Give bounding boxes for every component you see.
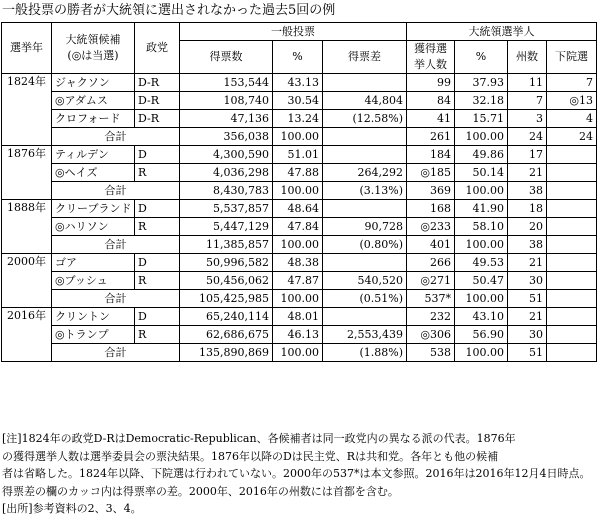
electors: 184	[407, 146, 455, 164]
table-row	[2, 218, 597, 236]
total-electoral-pct: 100.00	[455, 128, 508, 146]
header-electoral-college: 大統領選挙人	[407, 23, 597, 41]
votes: 47,136	[180, 110, 273, 128]
vote-pct: 43.13	[273, 74, 323, 92]
total-row	[2, 344, 597, 362]
house-votes: ◎13	[547, 92, 597, 110]
total-votes: 8,430,783	[180, 182, 273, 200]
house-votes	[547, 164, 597, 182]
house-votes: 7	[547, 74, 597, 92]
electoral-pct: 41.90	[455, 200, 508, 218]
party: R	[135, 164, 180, 182]
vote-margin	[323, 308, 407, 326]
header-electoral-pct: %	[455, 41, 508, 74]
house-votes: 4	[547, 110, 597, 128]
header-margin: 得票差	[323, 41, 407, 74]
total-votes: 105,425,985	[180, 290, 273, 308]
house-votes	[547, 254, 597, 272]
total-label: 合計	[52, 236, 180, 254]
table-header	[2, 23, 597, 74]
house-votes	[547, 326, 597, 344]
party: R	[135, 272, 180, 290]
house-votes	[547, 308, 597, 326]
states: 30	[508, 272, 547, 290]
vote-margin	[323, 74, 407, 92]
total-states: 51	[508, 344, 547, 362]
vote-pct: 46.13	[273, 326, 323, 344]
states: 3	[508, 110, 547, 128]
total-margin: (0.51%)	[323, 290, 407, 308]
total-votes: 135,890,869	[180, 344, 273, 362]
candidate-name: ◎ブッシュ	[52, 272, 135, 290]
total-electoral-pct: 100.00	[455, 344, 508, 362]
candidate-name: ◎ハリソン	[52, 218, 135, 236]
candidate-name: クリントン	[52, 308, 135, 326]
states: 21	[508, 308, 547, 326]
election-year: 2016年	[2, 308, 52, 362]
electoral-pct: 50.14	[455, 164, 508, 182]
total-electoral-pct: 100.00	[455, 182, 508, 200]
states: 21	[508, 254, 547, 272]
total-house	[547, 344, 597, 362]
states: 7	[508, 92, 547, 110]
electors: 232	[407, 308, 455, 326]
total-row	[2, 236, 597, 254]
total-row	[2, 182, 597, 200]
page-title: 一般投票の勝者が大統領に選出されなかった過去5回の例	[2, 3, 336, 18]
election-year: 1888年	[2, 200, 52, 254]
votes: 4,036,298	[180, 164, 273, 182]
election-year: 1876年	[2, 146, 52, 200]
notes	[2, 430, 596, 518]
vote-margin: 540,520	[323, 272, 407, 290]
total-votes: 356,038	[180, 128, 273, 146]
electors: 84	[407, 92, 455, 110]
vote-pct: 48.64	[273, 200, 323, 218]
vote-margin	[323, 200, 407, 218]
note-line: の獲得選挙人数は選挙委員会の票決結果。1876年以降のDは民主党、Rは共和党。各年とも他の候補	[2, 449, 499, 463]
total-pct: 100.00	[273, 128, 323, 146]
header-pct: %	[273, 41, 323, 74]
note-line: [注]1824年の政党D-RはDemocratic-Republican、各候補者は同一政党内の異なる派の代表。1876年	[2, 432, 516, 445]
table-row	[2, 164, 597, 182]
house-votes	[547, 200, 597, 218]
electors: 99	[407, 74, 455, 92]
vote-pct: 47.87	[273, 272, 323, 290]
party: D	[135, 254, 180, 272]
total-row	[2, 290, 597, 308]
house-votes	[547, 272, 597, 290]
total-house	[547, 236, 597, 254]
vote-margin: (12.58%)	[323, 110, 407, 128]
vote-pct: 47.88	[273, 164, 323, 182]
party: D	[135, 200, 180, 218]
electors: ◎306	[407, 326, 455, 344]
votes: 153,544	[180, 74, 273, 92]
candidate-name: ジャクソン	[52, 74, 135, 92]
total-pct: 100.00	[273, 344, 323, 362]
header-electors-line2: 挙人数	[414, 58, 447, 71]
total-electors: 538	[407, 344, 455, 362]
vote-pct: 48.38	[273, 254, 323, 272]
electoral-pct: 37.93	[455, 74, 508, 92]
electoral-pct: 32.18	[455, 92, 508, 110]
total-pct: 100.00	[273, 182, 323, 200]
header-year: 選挙年	[2, 23, 52, 74]
total-pct: 100.00	[273, 290, 323, 308]
vote-margin: 2,553,439	[323, 326, 407, 344]
candidate-name: ◎トランプ	[52, 326, 135, 344]
header-electors	[407, 41, 455, 74]
electors: 168	[407, 200, 455, 218]
votes: 50,456,062	[180, 272, 273, 290]
total-house	[547, 290, 597, 308]
vote-margin	[323, 254, 407, 272]
candidate-name: ◎ヘイズ	[52, 164, 135, 182]
vote-pct: 48.01	[273, 308, 323, 326]
total-states: 38	[508, 182, 547, 200]
total-electoral-pct: 100.00	[455, 236, 508, 254]
table-row	[2, 326, 597, 344]
table-row	[2, 110, 597, 128]
candidate-name: ◎アダムス	[52, 92, 135, 110]
total-electoral-pct: 100.00	[455, 290, 508, 308]
electoral-pct: 56.90	[455, 326, 508, 344]
total-house	[547, 182, 597, 200]
table-row	[2, 308, 597, 326]
votes: 50,996,582	[180, 254, 273, 272]
total-label: 合計	[52, 290, 180, 308]
votes: 62,686,675	[180, 326, 273, 344]
total-electors: 369	[407, 182, 455, 200]
vote-margin	[323, 146, 407, 164]
header-house: 下院選	[547, 41, 597, 74]
note-line: 者は省略した。1824年以降、下院選は行われていない。2000年の537*は本文参照。2016年は2016年12月4日時点。	[2, 467, 591, 480]
header-popular-vote: 一般投票	[180, 23, 407, 41]
total-margin: (1.88%)	[323, 344, 407, 362]
total-pct: 100.00	[273, 236, 323, 254]
party: D	[135, 308, 180, 326]
total-row	[2, 128, 597, 146]
states: 20	[508, 218, 547, 236]
table-row	[2, 74, 597, 92]
vote-pct: 30.54	[273, 92, 323, 110]
vote-pct: 47.84	[273, 218, 323, 236]
electoral-pct: 50.47	[455, 272, 508, 290]
electors: ◎271	[407, 272, 455, 290]
votes: 108,740	[180, 92, 273, 110]
total-house: 24	[547, 128, 597, 146]
total-electors: 537*	[407, 290, 455, 308]
states: 11	[508, 74, 547, 92]
candidate-name: ティルデン	[52, 146, 135, 164]
total-label: 合計	[52, 128, 180, 146]
house-votes	[547, 146, 597, 164]
total-electors: 401	[407, 236, 455, 254]
candidate-name: クロフォード	[52, 110, 135, 128]
header-electors-line1: 獲得選	[414, 42, 447, 55]
house-votes	[547, 218, 597, 236]
note-line: 得票差の欄のカッコ内は得票率の差。2000年、2016年の州数には首都を含む。	[2, 484, 399, 498]
table-row	[2, 146, 597, 164]
total-states: 51	[508, 290, 547, 308]
total-margin: (0.80%)	[323, 236, 407, 254]
states: 30	[508, 326, 547, 344]
votes: 5,447,129	[180, 218, 273, 236]
total-votes: 11,385,857	[180, 236, 273, 254]
table-row	[2, 272, 597, 290]
party: D-R	[135, 92, 180, 110]
party: R	[135, 218, 180, 236]
vote-margin: 264,292	[323, 164, 407, 182]
table-body	[2, 74, 597, 362]
electoral-pct: 58.10	[455, 218, 508, 236]
electors: ◎233	[407, 218, 455, 236]
states: 21	[508, 164, 547, 182]
votes: 65,240,114	[180, 308, 273, 326]
electoral-pct: 15.71	[455, 110, 508, 128]
electoral-pct: 49.53	[455, 254, 508, 272]
electors: ◎185	[407, 164, 455, 182]
election-year: 1824年	[2, 74, 52, 146]
table-row	[2, 200, 597, 218]
total-margin: (3.13%)	[323, 182, 407, 200]
states: 17	[508, 146, 547, 164]
party: D-R	[135, 110, 180, 128]
votes: 5,537,857	[180, 200, 273, 218]
table-row	[2, 254, 597, 272]
party: D	[135, 146, 180, 164]
header-votes: 得票数	[180, 41, 273, 74]
total-states: 24	[508, 128, 547, 146]
candidate-name: ゴア	[52, 254, 135, 272]
elections-table	[1, 22, 597, 362]
vote-margin: 44,804	[323, 92, 407, 110]
election-year: 2000年	[2, 254, 52, 308]
total-margin	[323, 128, 407, 146]
vote-pct: 51.01	[273, 146, 323, 164]
vote-margin: 90,728	[323, 218, 407, 236]
electors: 41	[407, 110, 455, 128]
source-line: [出所]参考資料の2、3、4。	[2, 502, 142, 515]
states: 18	[508, 200, 547, 218]
vote-pct: 13.24	[273, 110, 323, 128]
header-candidate	[52, 23, 135, 74]
party: R	[135, 326, 180, 344]
total-label: 合計	[52, 344, 180, 362]
electoral-pct: 49.86	[455, 146, 508, 164]
votes: 4,300,590	[180, 146, 273, 164]
header-candidate-line2: (◎は当選)	[67, 49, 119, 62]
total-electors: 261	[407, 128, 455, 146]
candidate-name: クリーブランド	[52, 200, 135, 218]
party: D-R	[135, 74, 180, 92]
table-row	[2, 92, 597, 110]
electoral-pct: 43.10	[455, 308, 508, 326]
header-states: 州数	[508, 41, 547, 74]
electors: 266	[407, 254, 455, 272]
header-party: 政党	[135, 23, 180, 74]
header-candidate-line1: 大統領候補	[65, 33, 121, 46]
total-states: 38	[508, 236, 547, 254]
total-label: 合計	[52, 182, 180, 200]
